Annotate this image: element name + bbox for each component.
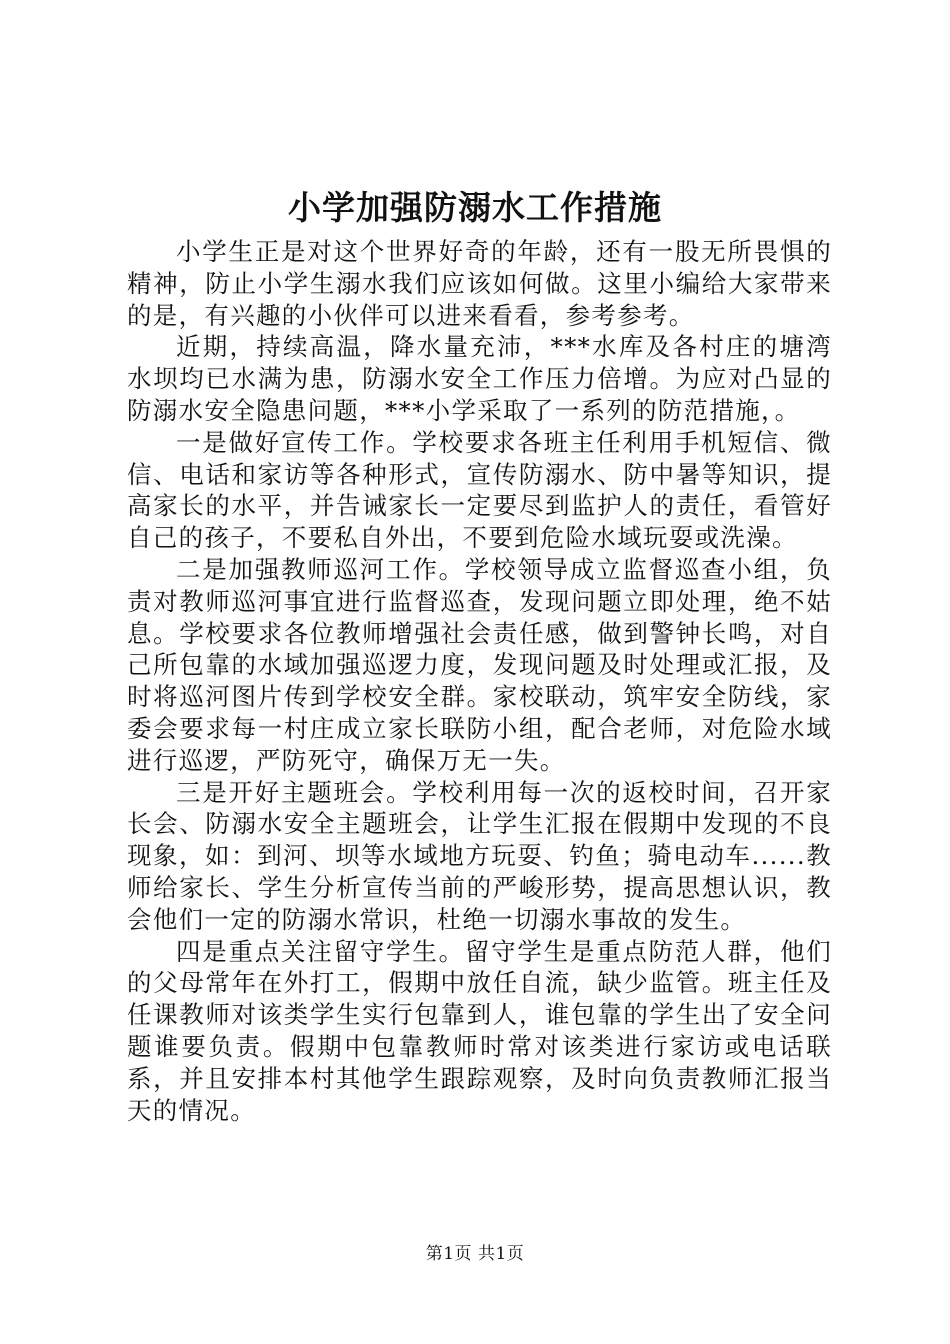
paragraph-background: 近期，持续高温，降水量充沛，***水库及各村庄的塘湾水坝均已水满为患，防溺水安全工作压力倍增。为应对凸显的防溺水安全隐患问题，***小学采取了一系列的防范措施，。 [127,332,832,425]
page-number-footer: 第1页 共1页 [425,1244,525,1264]
paragraph-measure-4: 四是重点关注留守学生。留守学生是重点防范人群，他们的父母常年在外打工，假期中放任自流，缺少监管。班主任及任课教师对该类学生实行包靠到人，谁包靠的学生出了安全问题谁要负责。假期中包靠教师时常对该类进行家访或电话联系，并且安排本村其他学生跟踪观察，及时向负责教师汇报当天的情况。 [127,936,832,1125]
document-title: 小学加强防溺水工作措施 [288,188,662,227]
paragraph-intro: 小学生正是对这个世界好奇的年龄，还有一股无所畏惧的精神，防止小学生溺水我们应该如何做。这里小编给大家带来的是，有兴趣的小伙伴可以进来看看，参考参考。 [127,237,832,330]
paragraph-measure-3: 三是开好主题班会。学校利用每一次的返校时间，召开家长会、防溺水安全主题班会，让学生汇报在假期中发现的不良现象，如：到河、坝等水域地方玩耍、钓鱼；骑电动车......教师给家长、学生分析宣传当前的严峻形势，提高思想认识，教会他们一定的防溺水常识，杜绝一切溺水事故的发生。 [127,777,832,934]
paragraph-measure-2: 二是加强教师巡河工作。学校领导成立监督巡查小组，负责对教师巡河事宜进行监督巡查，发现问题立即处理，绝不姑息。学校要求各位教师增强社会责任感，做到警钟长鸣，对自己所包靠的水域加强巡逻力度，发现问题及时处理或汇报，及时将巡河图片传到学校安全群。家校联动，筑牢安全防线，家委会要求每一村庄成立家长联防小组，配合老师，对危险水域进行巡逻，严防死守，确保万无一失。 [127,554,832,775]
paragraph-measure-1: 一是做好宣传工作。学校要求各班主任利用手机短信、微信、电话和家访等各种形式，宣传防溺水、防中暑等知识，提高家长的水平，并告诫家长一定要尽到监护人的责任，看管好自己的孩子，不要私自外出，不要到危险水域玩耍或洗澡。 [127,427,832,553]
document-body [127,236,832,1126]
